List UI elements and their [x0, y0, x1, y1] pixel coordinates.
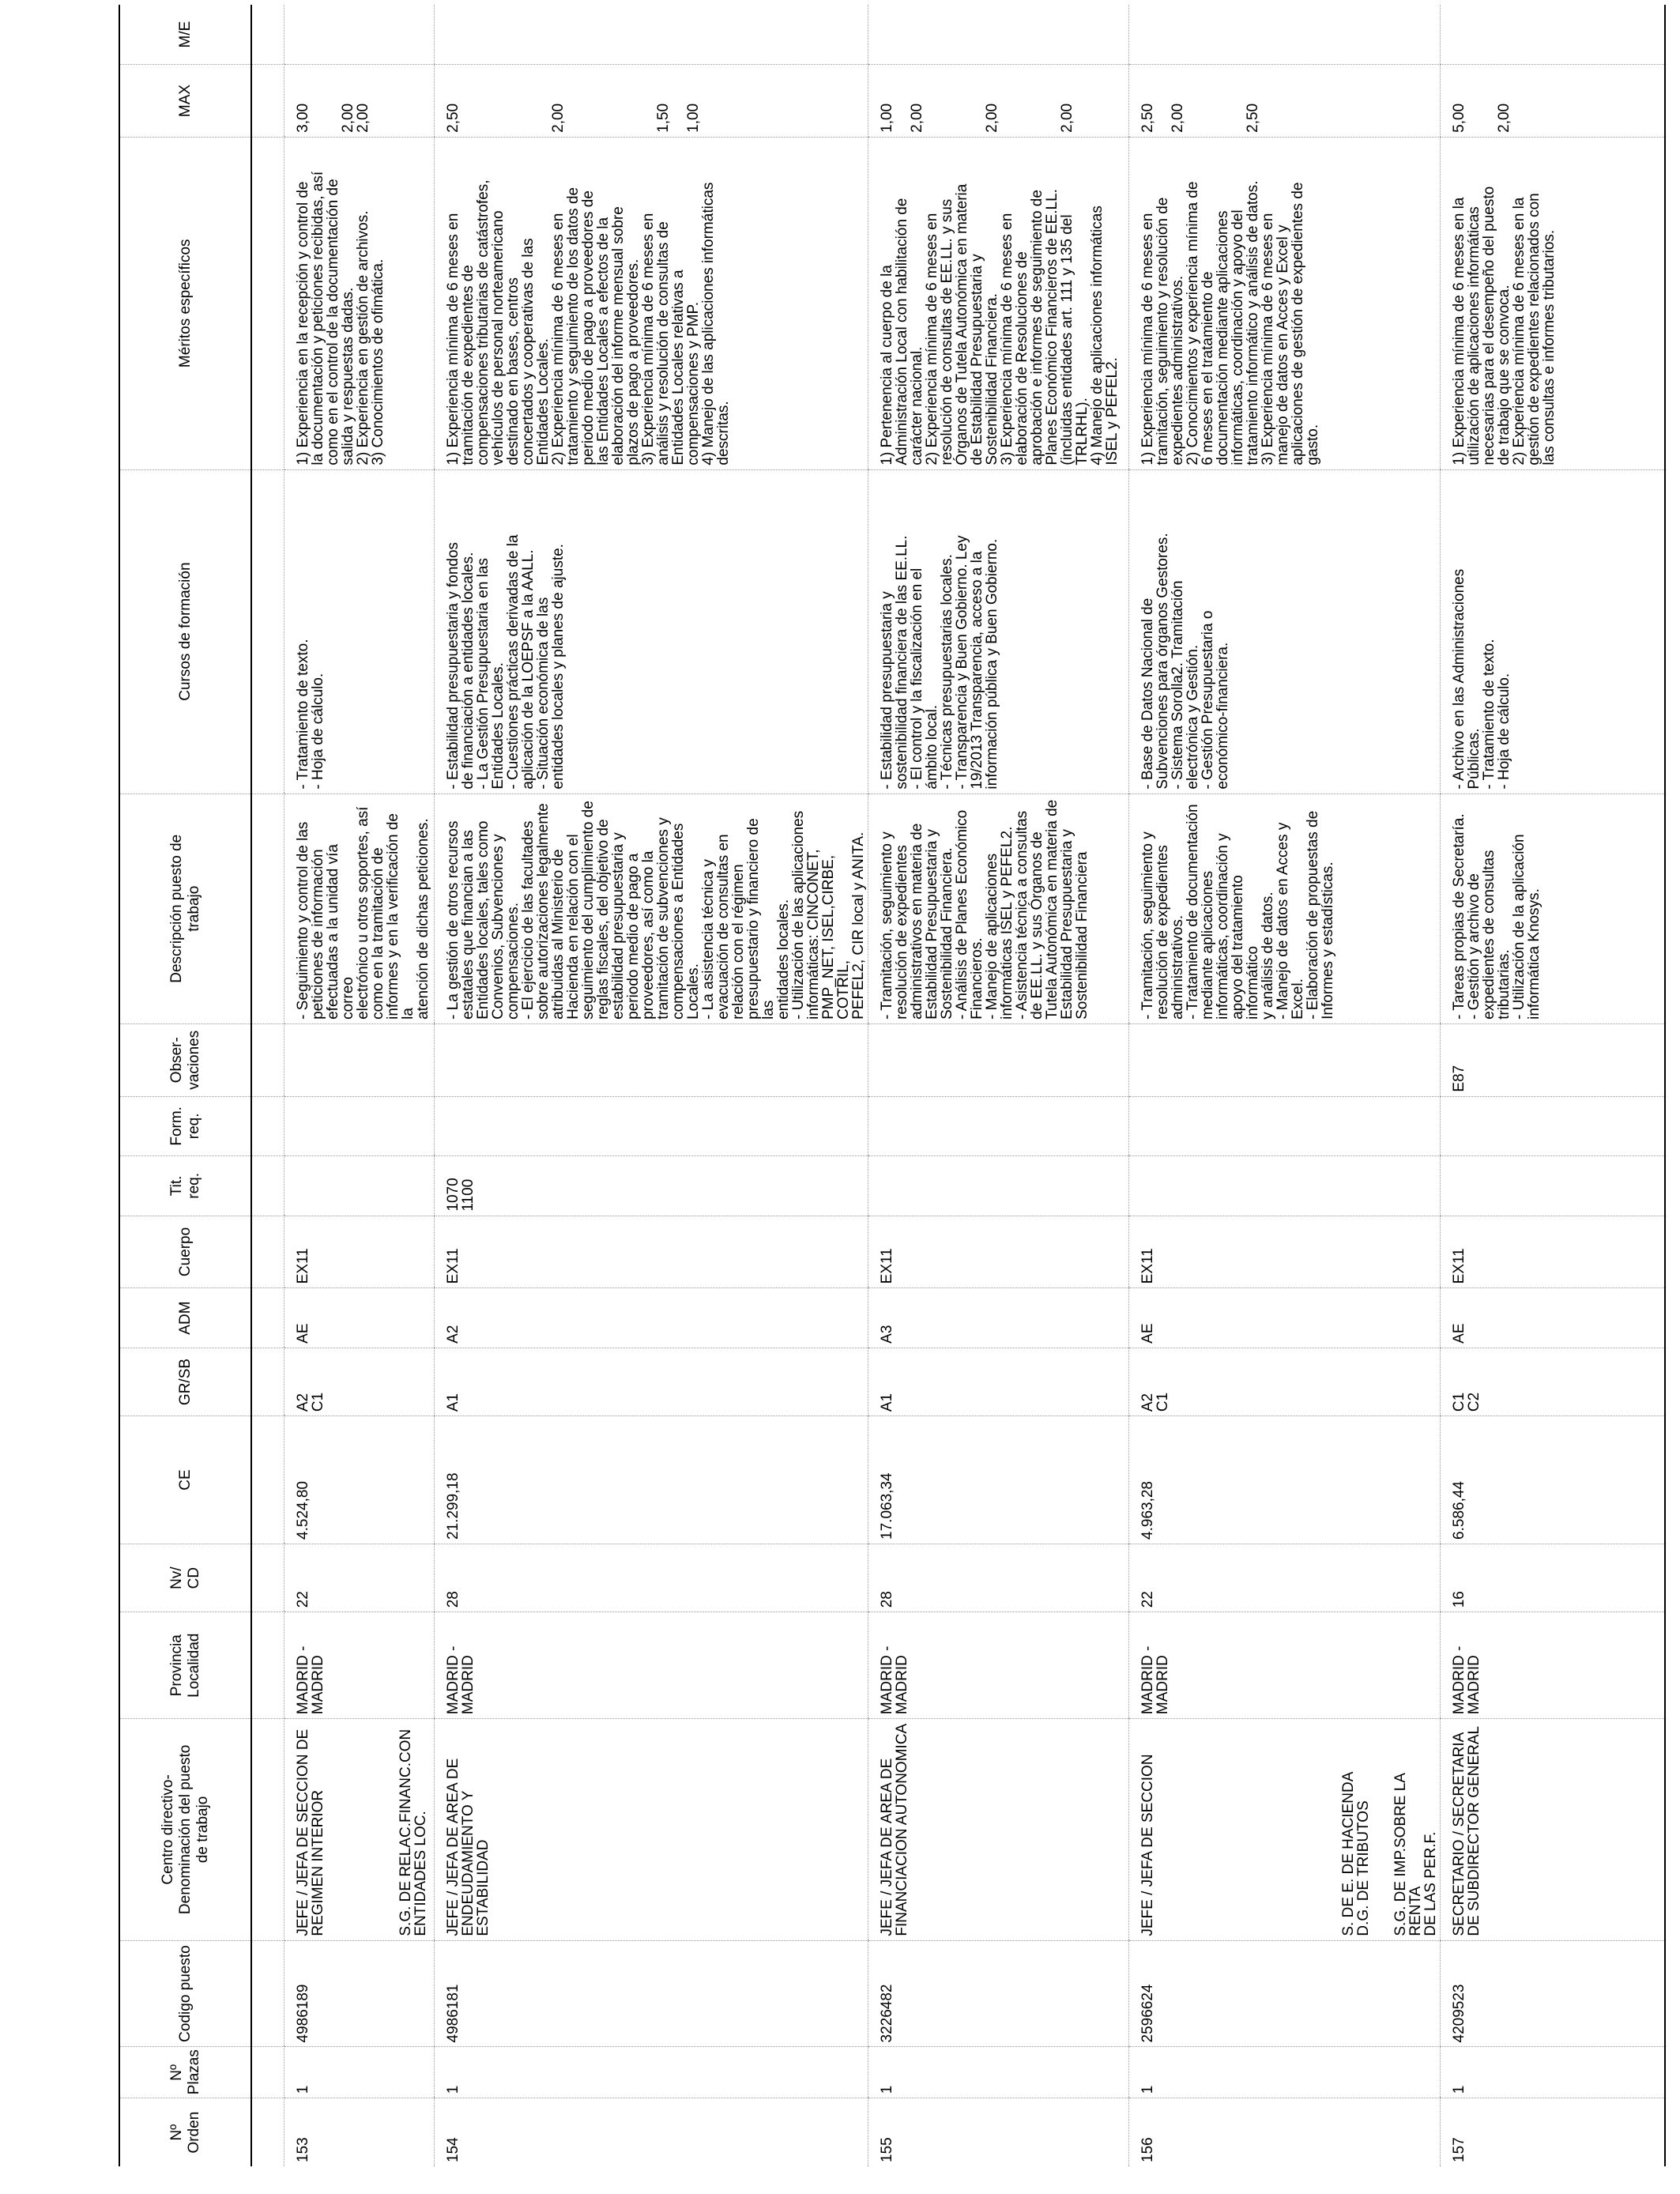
- cell-adm: AE: [1441, 1288, 1666, 1348]
- header-descripcion: Descripción puesto de trabajo: [119, 794, 251, 1023]
- cell-adm: AE: [1129, 1288, 1441, 1348]
- header-centro: Centro directivo- Denominación del puesto de trabajo: [119, 1719, 251, 1941]
- cell-formacion: [1129, 1096, 1441, 1156]
- cell-centro: JEFE / JEFA DE AREA DE ENDEUDAMIENTO Y ESTABILIDAD: [435, 1719, 868, 1941]
- cell-codigo: 3226482: [868, 1940, 1129, 2047]
- cell-me: [1441, 5, 1666, 65]
- job-positions-table: [119, 5, 1666, 2166]
- cell-plazas: 1: [1441, 2047, 1666, 2098]
- cell-orden: 153: [284, 2098, 435, 2166]
- cell-adm: AE: [284, 1288, 435, 1348]
- cell-grupo: C1 C2: [1441, 1348, 1666, 1416]
- cell-orden: 157: [1441, 2098, 1666, 2166]
- cell-formacion: [1441, 1096, 1666, 1156]
- cell-centro: [284, 1719, 435, 1941]
- cell-ce: 4.963,28: [1129, 1416, 1441, 1544]
- header-meritos: Méritos específicos: [119, 137, 251, 469]
- cell-cuerpo: EX11: [868, 1216, 1129, 1288]
- cell-codigo: 4209523: [1441, 1940, 1666, 2047]
- cell-adm: A3: [868, 1288, 1129, 1348]
- header-nivel: Nv/ CD: [119, 1544, 251, 1612]
- cell-centro: JEFE / JEFA DE AREA DE FINANCIACION AUTONOMICA: [868, 1719, 1129, 1941]
- cell-nivel: 22: [1129, 1544, 1441, 1612]
- cell-formacion: [868, 1096, 1129, 1156]
- cell-adm: A2: [435, 1288, 868, 1348]
- cell-cuerpo: EX11: [1441, 1216, 1666, 1288]
- cell-me: [284, 5, 435, 65]
- cell-max: 1,00 2,00 2,00 2,00: [868, 65, 1129, 138]
- centro-subheading: S. DE E. DE HACIENDA D.G. DE TRIBUTOS: [1340, 1771, 1372, 1936]
- header-ce: CE: [119, 1416, 251, 1544]
- cell-nivel: 28: [435, 1544, 868, 1612]
- table-row: [1129, 5, 1441, 2166]
- table-row: [435, 5, 868, 2166]
- cell-cursos: - Tratamiento de texto. - Hoja de cálculo.: [284, 469, 435, 794]
- cell-grupo: A1: [868, 1348, 1129, 1416]
- header-observaciones: Obser- vaciones: [119, 1023, 251, 1096]
- cell-formacion: [435, 1096, 868, 1156]
- cell-provincia: MADRID - MADRID: [1441, 1612, 1666, 1719]
- cell-descripcion: - La gestión de otros recursos estatales que financian a las Entidades locales, tales como Convenios, Subvenciones y compensaciones. - El ejercicio de las facultades sobre autorizaciones legalmente atribuidas al Ministerio de Hacienda en relación con el seguimiento del cumplimiento de reglas fiscales, del objetivo de estabilidad presupuestaria y periodo medio de pago a proveedores, así como la tramitación de subvenciones y compensaciones a Entidades Locales. - La asistencia técnica y evacuación de consultas en relación con el régimen presupuestario y financiero de las entidades locales. - Utilización de las aplicaciones informáticas: CINCONET, PMP_NET, ISEL,CIRBE, COTRIL, PEFEL2, CIR local y ANITA.: [435, 794, 868, 1023]
- header-adm: ADM: [119, 1288, 251, 1348]
- cell-formacion: [284, 1096, 435, 1156]
- cell-titulacion: [1441, 1156, 1666, 1216]
- cell-provincia: MADRID - MADRID: [284, 1612, 435, 1719]
- cell-descripcion: - Tramitación, seguimiento y resolución de expedientes administrativos. - Tratamiento de documentación mediante aplicaciones informáticas, coordinación y apoyo del tratamiento informático y análisis de datos. - Manejo de datos en Acces y Excel. - Elaboración de propuestas de Informes y estadísticas.: [1129, 794, 1441, 1023]
- cell-observaciones: E87: [1441, 1023, 1666, 1096]
- table-row: [868, 5, 1129, 2166]
- cell-observaciones: [1129, 1023, 1441, 1096]
- cell-meritos: 1) Experiencia mínima de 6 meses en tramitación de expedientes de compensaciones tributarias de catástrofes, vehículos de personal norteamericano destinado en bases, centros concertados y cooperativas de las Entidades Locales. 2) Experiencia mínima de 6 meses en tratamiento y seguimiento de los datos de periodo medio de pago a proveedores de las Entidades Locales a efectos de la elaboración del informe mensual sobre plazos de pago a proveedores. 3) Experiencia mínima de 6 meses en análisis y resolución de consultas de Entidades Locales relativas a compensaciones y PMP. 4) Manejo de las aplicaciones informáticas descritas.: [435, 137, 868, 469]
- cell-codigo: 2596624: [1129, 1940, 1441, 2047]
- cell-meritos: 1) Experiencia mínima de 6 meses en tramitación, seguimiento y resolución de expedientes administrativos. 2) Conocimientos y experiencia mínima de 6 meses en el tratamiento de documentación mediante aplicaciones informáticas, coordinación y apoyo del tratamiento informático y análisis de datos. 3) Experiencia mínima de 6 meses en manejo de datos en Acces y Excel y aplicaciones de gestión de expedientes de gasto.: [1129, 137, 1441, 469]
- centro-subheading: S.G. DE IMP.SOBRE LA RENTA DE LAS PER.F.: [1392, 1774, 1439, 1936]
- cell-orden: 156: [1129, 2098, 1441, 2166]
- centro-text: JEFE / JEFA DE SECCION DE REGIMEN INTERIOR: [295, 1728, 326, 1936]
- cell-plazas: 1: [284, 2047, 435, 2098]
- cell-codigo: 4986181: [435, 1940, 868, 2047]
- header-plazas: Nº Plazas: [119, 2047, 251, 2098]
- cell-provincia: MADRID - MADRID: [1129, 1612, 1441, 1719]
- cell-provincia: MADRID - MADRID: [868, 1612, 1129, 1719]
- cell-grupo: A2 C1: [284, 1348, 435, 1416]
- cell-titulacion: 1070 1100: [435, 1156, 868, 1216]
- cell-nivel: 16: [1441, 1544, 1666, 1612]
- cell-cursos: - Estabilidad presupuestaria y fondos de financiación a entidades locales. - La Gestión Presupuestaria en las Entidades Locales. - Cuestiones prácticas derivadas de la aplicación de la LOEPSF a la AALL. - Situación económica de las entidades locales y planes de ajuste.: [435, 469, 868, 794]
- cell-titulacion: [284, 1156, 435, 1216]
- cell-meritos: 1) Experiencia en la recepción y control de la documentación y peticiones recibidas, así como en el control de la documentación de salida y respuestas dadas. 2) Experiencia en gestión de archivos. 3) Conocimientos de ofimática.: [284, 137, 435, 469]
- header-codigo: Codigo puesto: [119, 1940, 251, 2047]
- table-row: [1441, 5, 1666, 2166]
- cell-observaciones: [284, 1023, 435, 1096]
- cell-cuerpo: EX11: [284, 1216, 435, 1288]
- header-max: MAX: [119, 65, 251, 138]
- cell-cursos: - Estabilidad presupuestaria y sostenibilidad financiera de las EE.LL. - El control y la fiscalización en el ámbito local. - Técnicas presupuestarias locales. - Transparencia y Buen Gobierno. Ley 19/2013 Transparencia, acceso a la información pública y Buen Gobierno.: [868, 469, 1129, 794]
- cell-orden: 154: [435, 2098, 868, 2166]
- header-row: [119, 5, 251, 2166]
- cell-centro: JEFE / JEFA DE SECCION S. DE E. DE HACIENDA D.G. DE TRIBUTOS S.G. DE IMP.SOBRE LA RENTA DE LAS PER.F.: [1129, 1719, 1441, 1941]
- cell-orden: 155: [868, 2098, 1129, 2166]
- header-titulacion: Tit. req.: [119, 1156, 251, 1216]
- cell-ce: 4.524,80: [284, 1416, 435, 1544]
- cell-max: 5,00 2,00: [1441, 65, 1666, 138]
- cell-titulacion: [1129, 1156, 1441, 1216]
- cell-provincia: MADRID - MADRID: [435, 1612, 868, 1719]
- cell-cursos: - Base de Datos Nacional de Subvenciones para órganos Gestores. - Sistema Sorolla2. Tramitación electrónica y Gestión. - Gestión Presupuestaria o económico-financiera.: [1129, 469, 1441, 794]
- cell-cursos: - Archivo en las Administraciones Públicas. - Tratamiento de texto. - Hoja de cálculo.: [1441, 469, 1666, 794]
- cell-cuerpo: EX11: [1129, 1216, 1441, 1288]
- cell-me: [435, 5, 868, 65]
- cell-observaciones: [435, 1023, 868, 1096]
- cell-plazas: 1: [435, 2047, 868, 2098]
- cell-descripcion: - Seguimiento y control de las peticiones de información efectuadas a la unidad vía correo electrónico u otros soportes, así como en la tramitación de informes y en la verificación de la atención de dichas peticiones.: [284, 794, 435, 1023]
- cell-ce: 6.586,44: [1441, 1416, 1666, 1544]
- header-formacion: Form. req.: [119, 1096, 251, 1156]
- header-provincia: Provincia Localidad: [119, 1612, 251, 1719]
- cell-descripcion: - Tareas propias de Secretaría. - Gestión y archivo de expedientes de consultas tributarias. - Utilización de la aplicación informática Knosys.: [1441, 794, 1666, 1023]
- header-cursos: Cursos de formación: [119, 469, 251, 794]
- header-orden: Nº Orden: [119, 2098, 251, 2166]
- table-row: [284, 5, 435, 2166]
- cell-descripcion: - Tramitación, seguimiento y resolución de expedientes administrativos en materia de Estabilidad Presupuestaria y Sostenibilidad Financiera. - Análisis de Planes Económico Financieros. - Manejo de aplicaciones informáticas ISEL y PEFEL2. - Asistencia técnica a consultas de EE.LL. y sus Órganos de Tutela Autonómica en materia de Estabilidad Presupuestaria y Sostenibilidad Financiera: [868, 794, 1129, 1023]
- header-grupo: GR/SB: [119, 1348, 251, 1416]
- cell-plazas: 1: [1129, 2047, 1441, 2098]
- cell-ce: 21.299,18: [435, 1416, 868, 1544]
- cell-meritos: 1) Experiencia mínima de 6 meses en la utilización de aplicaciones informáticas necesarias para el desempeño del puesto de trabajo que se convoca. 2) Experiencia mínima de 6 meses en la gestión de expedientes relacionados con las consultas e informes tributarios.: [1441, 137, 1666, 469]
- cell-grupo: A1: [435, 1348, 868, 1416]
- cell-centro: SECRETARIO / SECRETARIA DE SUBDIRECTOR GENERAL: [1441, 1719, 1666, 1941]
- header-cuerpo: Cuerpo: [119, 1216, 251, 1288]
- cell-grupo: A2 C1: [1129, 1348, 1441, 1416]
- blank-separator-row: [251, 5, 284, 2166]
- cell-me: [868, 5, 1129, 65]
- cell-max: 2,50 2,00 2,50: [1129, 65, 1441, 138]
- cell-plazas: 1: [868, 2047, 1129, 2098]
- cell-me: [1129, 5, 1441, 65]
- cell-titulacion: [868, 1156, 1129, 1216]
- cell-nivel: 28: [868, 1544, 1129, 1612]
- cell-nivel: 22: [284, 1544, 435, 1612]
- cell-cuerpo: EX11: [435, 1216, 868, 1288]
- header-me: M/E: [119, 5, 251, 65]
- cell-meritos: 1) Pertenencia al cuerpo de la Administración Local con habilitación de carácter nacional. 2) Experiencia mínima de 6 meses en resolución de consultas de EE.LL. y sus Órganos de Tutela Autonómica en materia de Estabilidad Presupuestaria y Sostenibilidad Financiera. 3) Experiencia mínima de 6 meses en elaboración de Resoluciones de aprobación e informes de seguimiento de Planes Económico Financieros de EE.LL. (incluidas entidades art. 111 y 135 del TRLRHL). 4) Manejo de aplicaciones informáticas ISEL y PEFEL2.: [868, 137, 1129, 469]
- cell-max: 2,50 2,00 1,50 1,00: [435, 65, 868, 138]
- centro-subheading: S.G. DE RELAC.FINANC.CON ENTIDADES LOC.: [397, 1728, 429, 1936]
- cell-ce: 17.063,34: [868, 1416, 1129, 1544]
- cell-codigo: 4986189: [284, 1940, 435, 2047]
- cell-observaciones: [868, 1023, 1129, 1096]
- cell-max: 3,00 2,00 2,00: [284, 65, 435, 138]
